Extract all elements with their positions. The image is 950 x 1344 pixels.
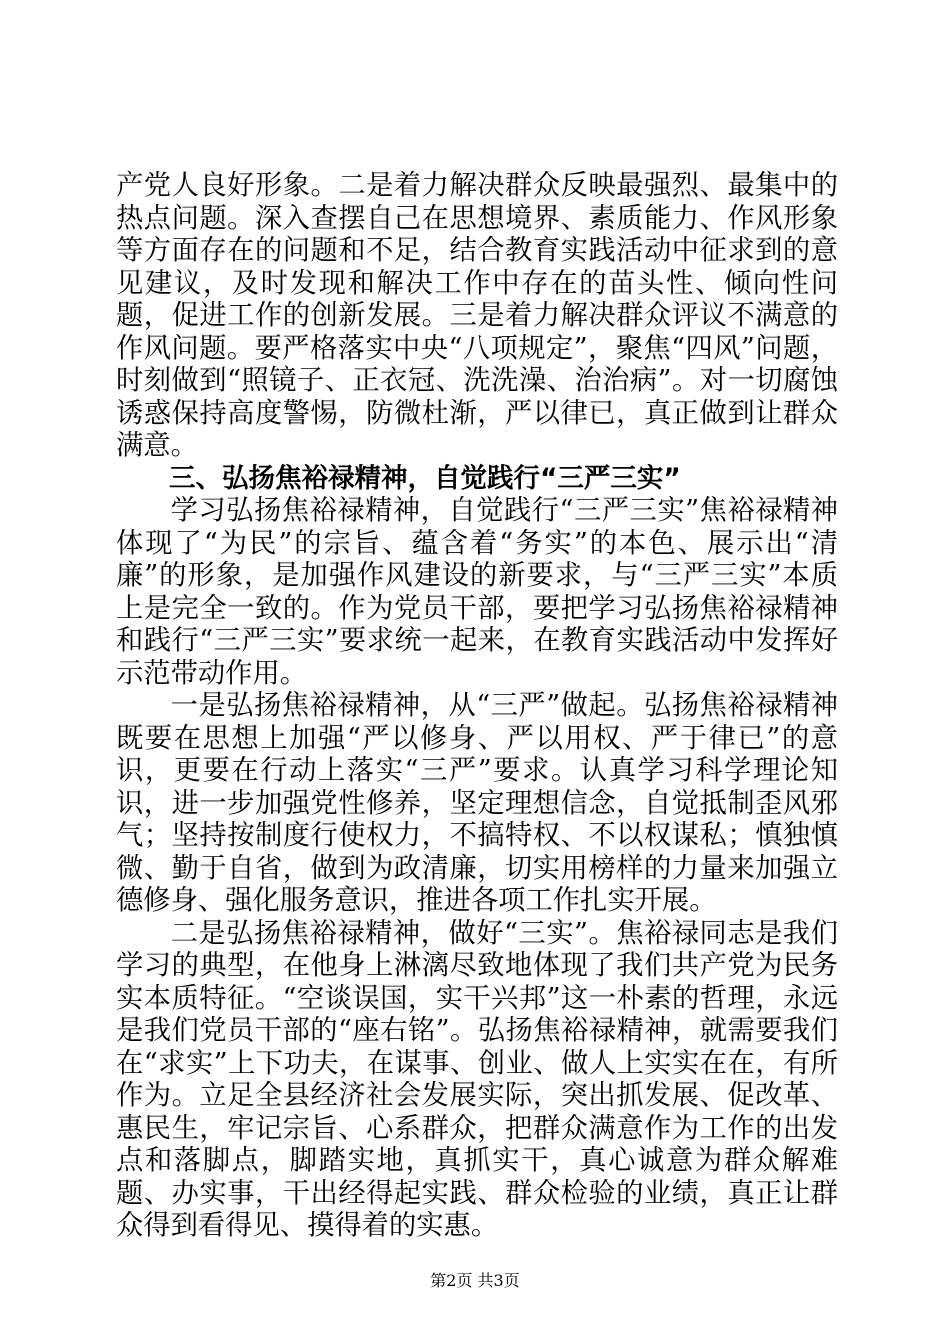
- paragraph-continuation: 产党人良好形象。二是着力解决群众反映最强烈、最集中的热点问题。深入查摆自己在思想境界、素质能力、作风形象等方面存在的问题和不足，结合教育实践活动中征求到的意见建议，及时发现和解决工作中存在的苗头性、倾向性问题，促进工作的创新发展。三是着力解决群众评议不满意的作风问题。要严格落实中央“八项规定”，聚焦“四风”问题，时刻做到“照镜子、正衣冠、洗洗澡、治治病”。对一切腐蚀诱惑保持高度警惕，防微杜渐，严以律已，真正做到让群众满意。: [116, 170, 838, 461]
- paragraph-intro: 学习弘扬焦裕禄精神，自觉践行“三严三实”焦裕禄精神体现了“为民”的宗旨、蕴含着“务实”的本色、展示出“清廉”的形象，是加强作风建设的新要求，与“三严三实”本质上是完全一致的。作为党员干部，要把学习弘扬焦裕禄精神和践行“三严三实”要求统一起来，在教育实践活动中发挥好示范带动作用。: [116, 495, 838, 689]
- section-heading: 三、弘扬焦裕禄精神，自觉践行“三严三实”: [169, 462, 681, 494]
- document-body: [116, 170, 838, 1243]
- paragraph-point-one: 一是弘扬焦裕禄精神，从“三严”做起。弘扬焦裕禄精神既要在思想上加强“严以修身、严以用权、严于律已”的意识，更要在行动上落实“三严”要求。认真学习科学理论知识，进一步加强党性修养，坚定理想信念，自觉抵制歪风邪气；坚持按制度行使权力，不搞特权、不以权谋私；慎独慎微、勤于自省，做到为政清廉，切实用榜样的力量来加强立德修身、强化服务意识，推进各项工作扎实开展。: [116, 690, 838, 916]
- paragraph-point-two: 二是弘扬焦裕禄精神，做好“三实”。焦裕禄同志是我们学习的典型，在他身上淋漓尽致地体现了我们共产党为民务实本质特征。“空谈误国，实干兴邦”这一朴素的哲理，永远是我们党员干部的“座右铭”。弘扬焦裕禄精神，就需要我们在“求实”上下功夫，在谋事、创业、做人上实实在在，有所作为。立足全县经济社会发展实际，突出抓发展、促改革、惠民生，牢记宗旨、心系群众，把群众满意作为工作的出发点和落脚点，脚踏实地，真抓实干，真心诚意为群众解难题、办实事，干出经得起实践、群众检验的业绩，真正让群众得到看得见、摸得着的实惠。: [116, 917, 838, 1241]
- page-number-footer: 第2页 共3页: [430, 1271, 520, 1290]
